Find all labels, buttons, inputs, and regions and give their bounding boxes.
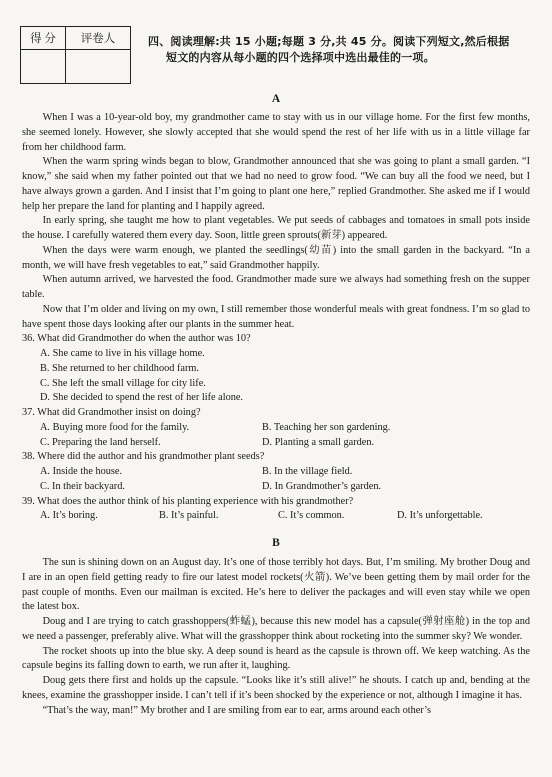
section-line-2: 短文的内容从每小题的四个选择项中选出最佳的一项。 [166, 51, 435, 64]
grader-label: 评卷人 [66, 27, 131, 50]
passage-b [22, 556, 530, 718]
question-36 [22, 332, 530, 406]
option-d: D. Planting a small garden. [262, 436, 375, 448]
passage-b-paragraph: Doug gets there first and holds up the capsule. “Looks like it’s still alive!” he shouts. I catch up and, bending at the knees, examine the grasshopper inside. I can’t tell if it’s been shocked by the experience or not, although I imagine it has. [22, 675, 530, 701]
option-a: A. Inside the house. [40, 466, 123, 477]
section-line-1: 四、阅读理解:共 15 小题;每题 3 分,共 45 分。阅读下列短文,然后根据 [148, 35, 510, 48]
score-cell [21, 50, 66, 84]
option-b: B. She returned to her childhood farm. [40, 362, 199, 374]
passage-a-label: A [271, 93, 281, 105]
option-c: C. It’s common. [278, 510, 345, 522]
passage-b-paragraph: “That’s the way, man!” My brother and I are smiling from ear to ear, arms around each other’s [42, 704, 432, 716]
question-39 [22, 495, 530, 525]
option-b: B. Teaching her son gardening. [262, 421, 391, 433]
option-c: C. Preparing the land herself. [40, 436, 161, 448]
score-table [20, 26, 131, 84]
passage-a-paragraph: In early spring, she taught me how to plant vegetables. We put seeds of cabbages and tomatoes in small pots inside the house. I carefully watered them every day. Soon, little green sprouts(新芽) appeared. [22, 215, 530, 241]
question-stem: 39. What does the author think of his planting experience with his grandmother? [22, 495, 354, 507]
option-a: A. She came to live in his village home. [40, 348, 205, 359]
question-stem: 38. Where did the author and his grandmother plant seeds? [22, 451, 265, 463]
option-c: C. She left the small village for city life. [40, 377, 206, 389]
option-b: B. It’s painful. [159, 510, 219, 522]
passage-b-paragraph: The rocket shoots up into the blue sky. A deep sound is heard as the capsule is thrown off. We keep watching. As the capsule begins its falling down to earth, we run after it, laughing. [22, 645, 530, 672]
grader-cell [66, 50, 131, 84]
passage-a-paragraph: When autumn arrived, we harvested the food. Grandmother made sure we always had something fresh on the supper table. [22, 274, 530, 300]
passage-a-paragraph: When the warm spring winds began to blow, Grandmother announced that she was going to plant a small garden. “I know,” she said when my father pointed out that we had no need to grow food. “We can buy all the food we need, but I have always grown a garden. And I insist that I’m going to plant one here,” replied Grandmother. She asked me if I would help her prepare the land for planting and I happily agreed. [22, 156, 530, 212]
passage-b-label: B [272, 537, 280, 549]
option-d: D. It’s unforgettable. [397, 510, 483, 522]
passage-a-paragraph: Now that I’m older and living on my own, I still remember those wonderful meals with great fondness. I’m so glad to have spent those days looking after our plants in the summer heat. [22, 303, 530, 330]
option-c: C. In their backyard. [40, 480, 125, 492]
question-38 [22, 450, 530, 494]
passage-a-paragraph: When I was a 10-year-old boy, my grandmother came to stay with us in our village home. For the first few months, she seemed lonely. However, she slowly accepted that she would spend the rest of her life with us in a little village far from her childhood farm. [22, 112, 530, 153]
passage-a [22, 111, 530, 524]
question-stem: 36. What did Grandmother do when the author was 10? [22, 333, 251, 345]
option-b: B. In the village field. [262, 466, 353, 477]
option-d: D. She decided to spend the rest of her life alone. [40, 392, 244, 404]
option-d: D. In Grandmother’s garden. [262, 480, 382, 492]
question-37 [22, 406, 530, 450]
option-a: A. It’s boring. [40, 510, 98, 522]
passage-a-paragraph: When the days were warm enough, we planted the seedlings(幼苗) into the small garden in the backyard. “In a month, we will have fresh vegetables to eat,” said Grandmother happily. [22, 244, 530, 271]
option-a: A. Buying more food for the family. [40, 421, 190, 433]
section-instructions [148, 34, 538, 66]
passage-b-paragraph: Doug and I are trying to catch grasshoppers(蚱蜢), because this new model has a capsule(弹射座舱) in the top and we need a passenger, preferably alive. What will the grasshopper think about rocketing into the summer sky? We wonder. [22, 616, 530, 642]
score-label: 得 分 [21, 27, 66, 50]
question-stem: 37. What did Grandmother insist on doing? [22, 407, 201, 418]
passage-b-paragraph: The sun is shining down on an August day. It’s one of those terribly hot days. But, I’m smiling. My brother Doug and I are in an open field getting ready to fire our latest model rockets(火箭). We’ve been getting them by mail order for the past couple of months. Even our mailman is excited. He’s here to deliver the packages and will even stay while we open the latest box. [22, 557, 530, 613]
